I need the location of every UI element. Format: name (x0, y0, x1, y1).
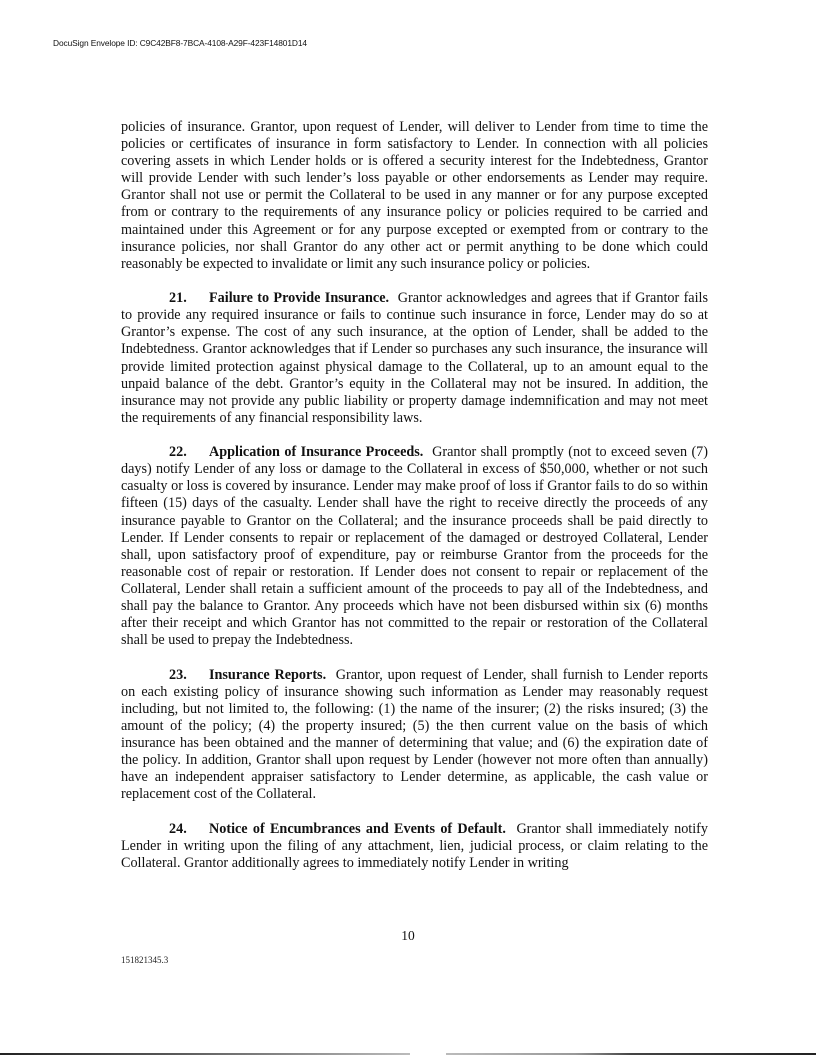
section-title: Failure to Provide Insurance. (209, 290, 390, 307)
section-title: Application of Insurance Proceeds. (209, 444, 424, 461)
document-body (121, 119, 708, 889)
scan-artifact-line (0, 1053, 410, 1055)
document-id: 151821345.3 (121, 955, 169, 965)
docusign-envelope-id: DocuSign Envelope ID: C9C42BF8-7BCA-4108-A29F-423F14801D14 (53, 38, 307, 48)
section-number: 21. (169, 290, 187, 307)
section-text: Grantor, upon request of Lender, shall furnish to Lender reports on each existing policy of insurance showing such information as Lender may reasonably request including, but not limited to, the following: (1) the name of the insurer; (2) the risks insured; (3) the amount of the policy; (4) the property insured; (5) the then current value on the basis of which insurance has been obtained and the manner of determining that value; and (6) the expiration date of the policy. In addition, Grantor shall upon request by Lender (however not more often than annually) have an independent appraiser satisfactory to Lender determine, as applicable, the cash value or replacement cost of the Collateral. (121, 666, 708, 803)
section-number: 24. (169, 820, 187, 837)
intro-paragraph: policies of insurance. Grantor, upon request of Lender, will deliver to Lender from time to time the policies or certificates of insurance in form satisfactory to Lender. In connection with all policies covering assets in which Lender holds or is offered a security interest for the Indebtedness, Grantor will provide Lender with such lender’s loss payable or other endorsements as Lender may require. Grantor shall not use or permit the Collateral to be used in any manner or for any purpose excepted from or contrary to the requirements of any insurance policy or policies required to be carried and maintained under this Agreement or for any purpose excepted or exempted from or contrary to the insurance policies, nor shall Grantor do any other act or permit anything to be done which could reasonably be expected to invalidate or limit any such insurance policy or policies. (121, 119, 708, 272)
section-text: Grantor shall immediately notify Lender in writing upon the filing of any attachment, lien, judicial process, or claim relating to the Collateral. Grantor additionally agrees to immediately notify Lender in writing (121, 820, 708, 871)
section-text: Grantor shall promptly (not to exceed seven (7) days) notify Lender of any loss or damage to the Collateral in excess of $50,000, whether or not such casualty or loss is covered by insurance. Lender may make proof of loss if Grantor fails to do so within fifteen (15) days of the casualty. Lender shall have the right to receive directly the proceeds of any insurance payable to Grantor on the Collateral; and the insurance proceeds shall be paid directly to Lender. If Lender consents to repair or replacement of the damaged or destroyed Collateral, Lender shall, upon satisfactory proof of expenditure, pay or reimburse Grantor from the proceeds for the reasonable cost of repair or restoration. If Lender does not consent to repair or replacement of the Collateral, Lender shall retain a sufficient amount of the proceeds to pay all of the Indebtedness, and shall pay the balance to Grantor. Any proceeds which have not been disbursed within six (6) months after their receipt and which Grantor has not committed to the repair or restoration of the Collateral shall be used to prepay the Indebtedness. (121, 444, 709, 649)
section-21 (121, 290, 708, 427)
scan-artifact-line (446, 1053, 816, 1055)
section-title: Insurance Reports. (209, 666, 327, 683)
section-22 (121, 444, 708, 649)
page-number: 10 (401, 928, 415, 943)
section-number: 22. (169, 444, 187, 461)
section-text: Grantor acknowledges and agrees that if Grantor fails to provide any required insurance or fails to continue such insurance in force, Lender may do so at Grantor’s expense. The cost of any such insurance, at the option of Lender, shall be added to the Indebtedness. Grantor acknowledges that if Lender so purchases any such insurance, the insurance will provide limited protection against physical damage to the Collateral, up to an amount equal to the unpaid balance of the debt. Grantor’s equity in the Collateral may not be insured. In addition, the insurance may not provide any public liability or property damage indemnification and may not meet the requirements of any financial responsibility laws. (121, 290, 708, 426)
section-title: Notice of Encumbrances and Events of Default. (209, 820, 506, 837)
section-23 (121, 667, 708, 804)
section-number: 23. (169, 666, 187, 683)
section-24 (121, 821, 708, 872)
